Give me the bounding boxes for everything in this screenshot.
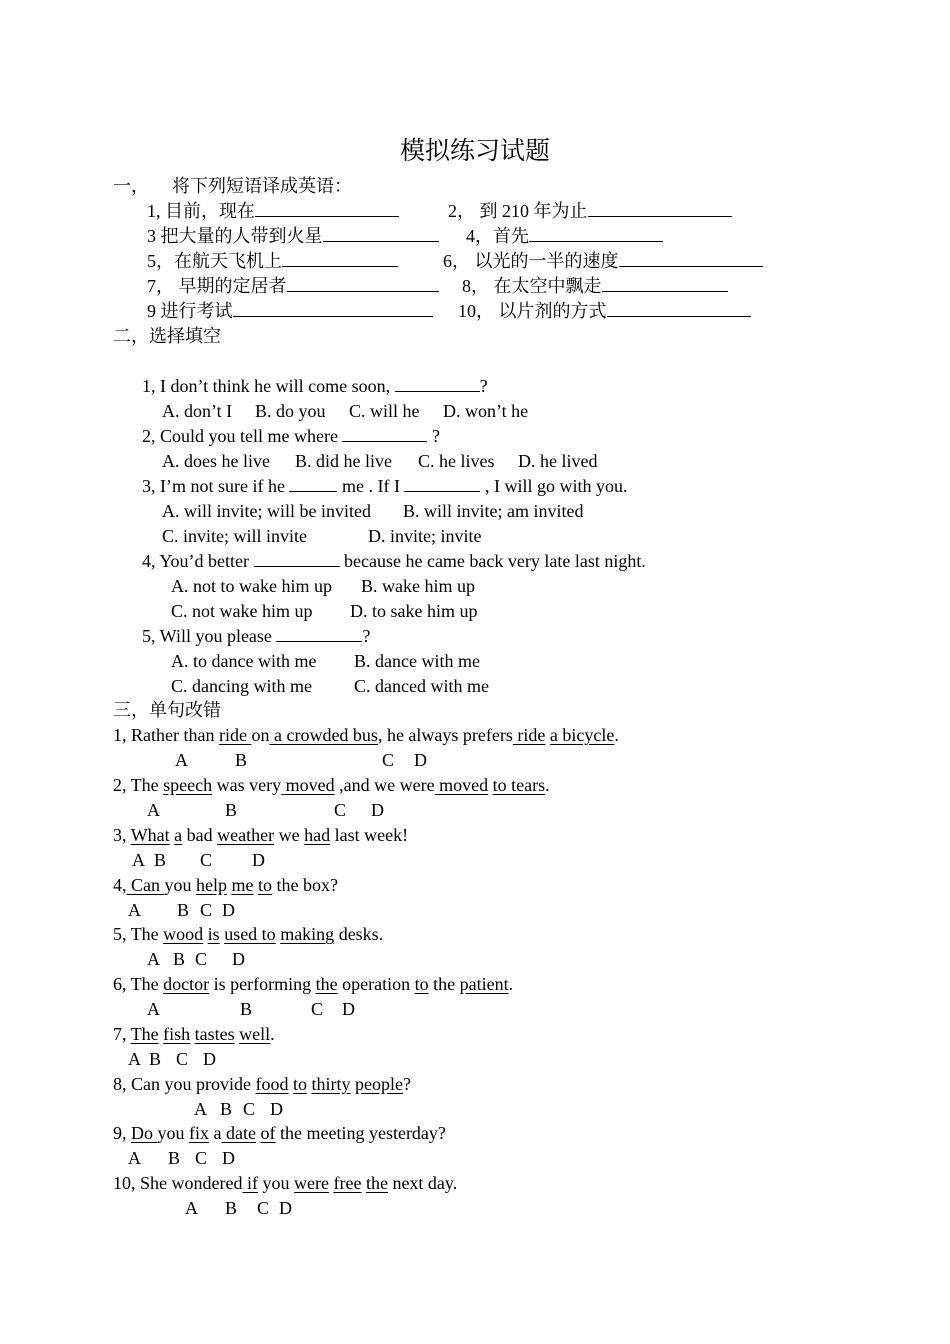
- option-letter: B: [235, 750, 248, 770]
- q5-option: C. dancing with me: [171, 676, 312, 696]
- option-letter: C: [195, 1148, 208, 1168]
- correction-sentence: 5, The wood is used to making desks.: [113, 924, 384, 944]
- correction-sentence: 2, The speech was very moved ,and we were moved to tears.: [113, 775, 550, 795]
- q3-option: C. invite; will invite: [162, 526, 307, 546]
- option-letter: B: [240, 999, 253, 1019]
- option-letter: C: [334, 800, 347, 820]
- option-letter: A: [128, 900, 141, 920]
- q3-option: D. invite; invite: [368, 526, 482, 546]
- option-letter: B: [154, 850, 167, 870]
- correction-sentence: 3, What a bad weather we had last week!: [113, 825, 409, 845]
- question-3: 3, I’m not sure if he me . If I , I will go with you.: [142, 476, 628, 496]
- phrase-item: 6， 以光的一半的速度: [443, 249, 763, 274]
- q3-option: A. will invite; will be invited: [162, 501, 371, 521]
- option-letter: D: [270, 1099, 283, 1119]
- option-letter: C: [257, 1198, 270, 1218]
- option-letter: D: [222, 900, 235, 920]
- option-letter: D: [222, 1148, 235, 1168]
- option-letter: A: [175, 750, 188, 770]
- correction-sentence: 4, Can you help me to the box?: [113, 875, 338, 895]
- option-letter: B: [173, 949, 186, 969]
- correction-sentence: 6, The doctor is performing the operation to the patient.: [113, 974, 514, 994]
- option-letter: A: [147, 999, 160, 1019]
- section1-heading-number: 一，: [113, 176, 149, 196]
- option-letter: A: [128, 1148, 141, 1168]
- section2-heading: 二，选择填空: [113, 326, 221, 346]
- question-4: 4, You’d better because he came back very late last night.: [142, 551, 646, 571]
- option-letter: A: [185, 1198, 198, 1218]
- option-letter: A: [132, 850, 145, 870]
- q1-option: A. don’t I: [162, 401, 233, 421]
- option-letter: C: [176, 1049, 189, 1069]
- option-letter: A: [128, 1049, 141, 1069]
- q3-option: B. will invite; am invited: [403, 501, 584, 521]
- option-letter: C: [243, 1099, 256, 1119]
- phrase-item: 7， 早期的定居者: [147, 274, 439, 299]
- correction-sentence: 9, Do you fix a date of the meeting yesterday?: [113, 1123, 446, 1143]
- q2-option: A. does he live: [162, 451, 270, 471]
- q1-option: D. won’t he: [443, 401, 529, 421]
- option-letter: D: [371, 800, 384, 820]
- correction-sentence: 10, She wondered if you were free the next day.: [113, 1173, 458, 1193]
- option-letter: C: [200, 850, 213, 870]
- q5-option: B. dance with me: [354, 651, 480, 671]
- correction-sentence: 8, Can you provide food to thirty people?: [113, 1074, 411, 1094]
- q4-option: B. wake him up: [361, 576, 475, 596]
- phrase-item: 3 把大量的人带到火星: [147, 224, 439, 249]
- option-letter: D: [279, 1198, 292, 1218]
- option-letter: A: [147, 949, 160, 969]
- phrase-item: 2， 到 210 年为止: [448, 199, 732, 224]
- phrase-item: 9 进行考试: [147, 299, 433, 324]
- question-2: 2, Could you tell me where ?: [142, 426, 440, 446]
- option-letter: A: [147, 800, 160, 820]
- option-letter: C: [195, 949, 208, 969]
- q1-option: B. do you: [255, 401, 326, 421]
- option-letter: D: [232, 949, 245, 969]
- page-title: 模拟练习试题: [399, 138, 550, 165]
- question-1: 1, I don’t think he will come soon, ?: [142, 376, 488, 396]
- option-letter: B: [168, 1148, 181, 1168]
- option-letter: D: [252, 850, 265, 870]
- option-letter: A: [194, 1099, 207, 1119]
- phrase-item: 4，首先: [466, 224, 663, 249]
- q5-option: C. danced with me: [354, 676, 489, 696]
- q2-option: B. did he live: [295, 451, 392, 471]
- option-letter: D: [414, 750, 427, 770]
- correction-sentence: 1, Rather than ride on a crowded bus, he always prefers ride a bicycle.: [113, 725, 619, 745]
- phrase-item: 5，在航天飞机上: [147, 249, 398, 274]
- option-letter: B: [225, 800, 238, 820]
- option-letter: D: [342, 999, 355, 1019]
- q2-option: C. he lives: [418, 451, 495, 471]
- phrase-item: 10， 以片剂的方式: [458, 299, 751, 324]
- option-letter: B: [177, 900, 190, 920]
- q5-option: A. to dance with me: [171, 651, 317, 671]
- q1-option: C. will he: [349, 401, 420, 421]
- option-letter: B: [225, 1198, 238, 1218]
- q2-option: D. he lived: [518, 451, 598, 471]
- phrase-item: 8， 在太空中飘走: [462, 274, 728, 299]
- correction-sentence: 7, The fish tastes well.: [113, 1024, 275, 1044]
- q4-option: D. to sake him up: [350, 601, 478, 621]
- q4-option: A. not to wake him up: [171, 576, 332, 596]
- option-letter: B: [149, 1049, 162, 1069]
- option-letter: D: [203, 1049, 216, 1069]
- q4-option: C. not wake him up: [171, 601, 313, 621]
- option-letter: C: [382, 750, 395, 770]
- section3-heading: 三，单句改错: [113, 700, 221, 720]
- option-letter: C: [200, 900, 213, 920]
- phrase-item: 1, 目前，现在: [147, 199, 399, 224]
- question-5: 5, Will you please ?: [142, 626, 371, 646]
- option-letter: C: [311, 999, 324, 1019]
- section1-heading: 将下列短语译成英语：: [172, 176, 352, 196]
- option-letter: B: [220, 1099, 233, 1119]
